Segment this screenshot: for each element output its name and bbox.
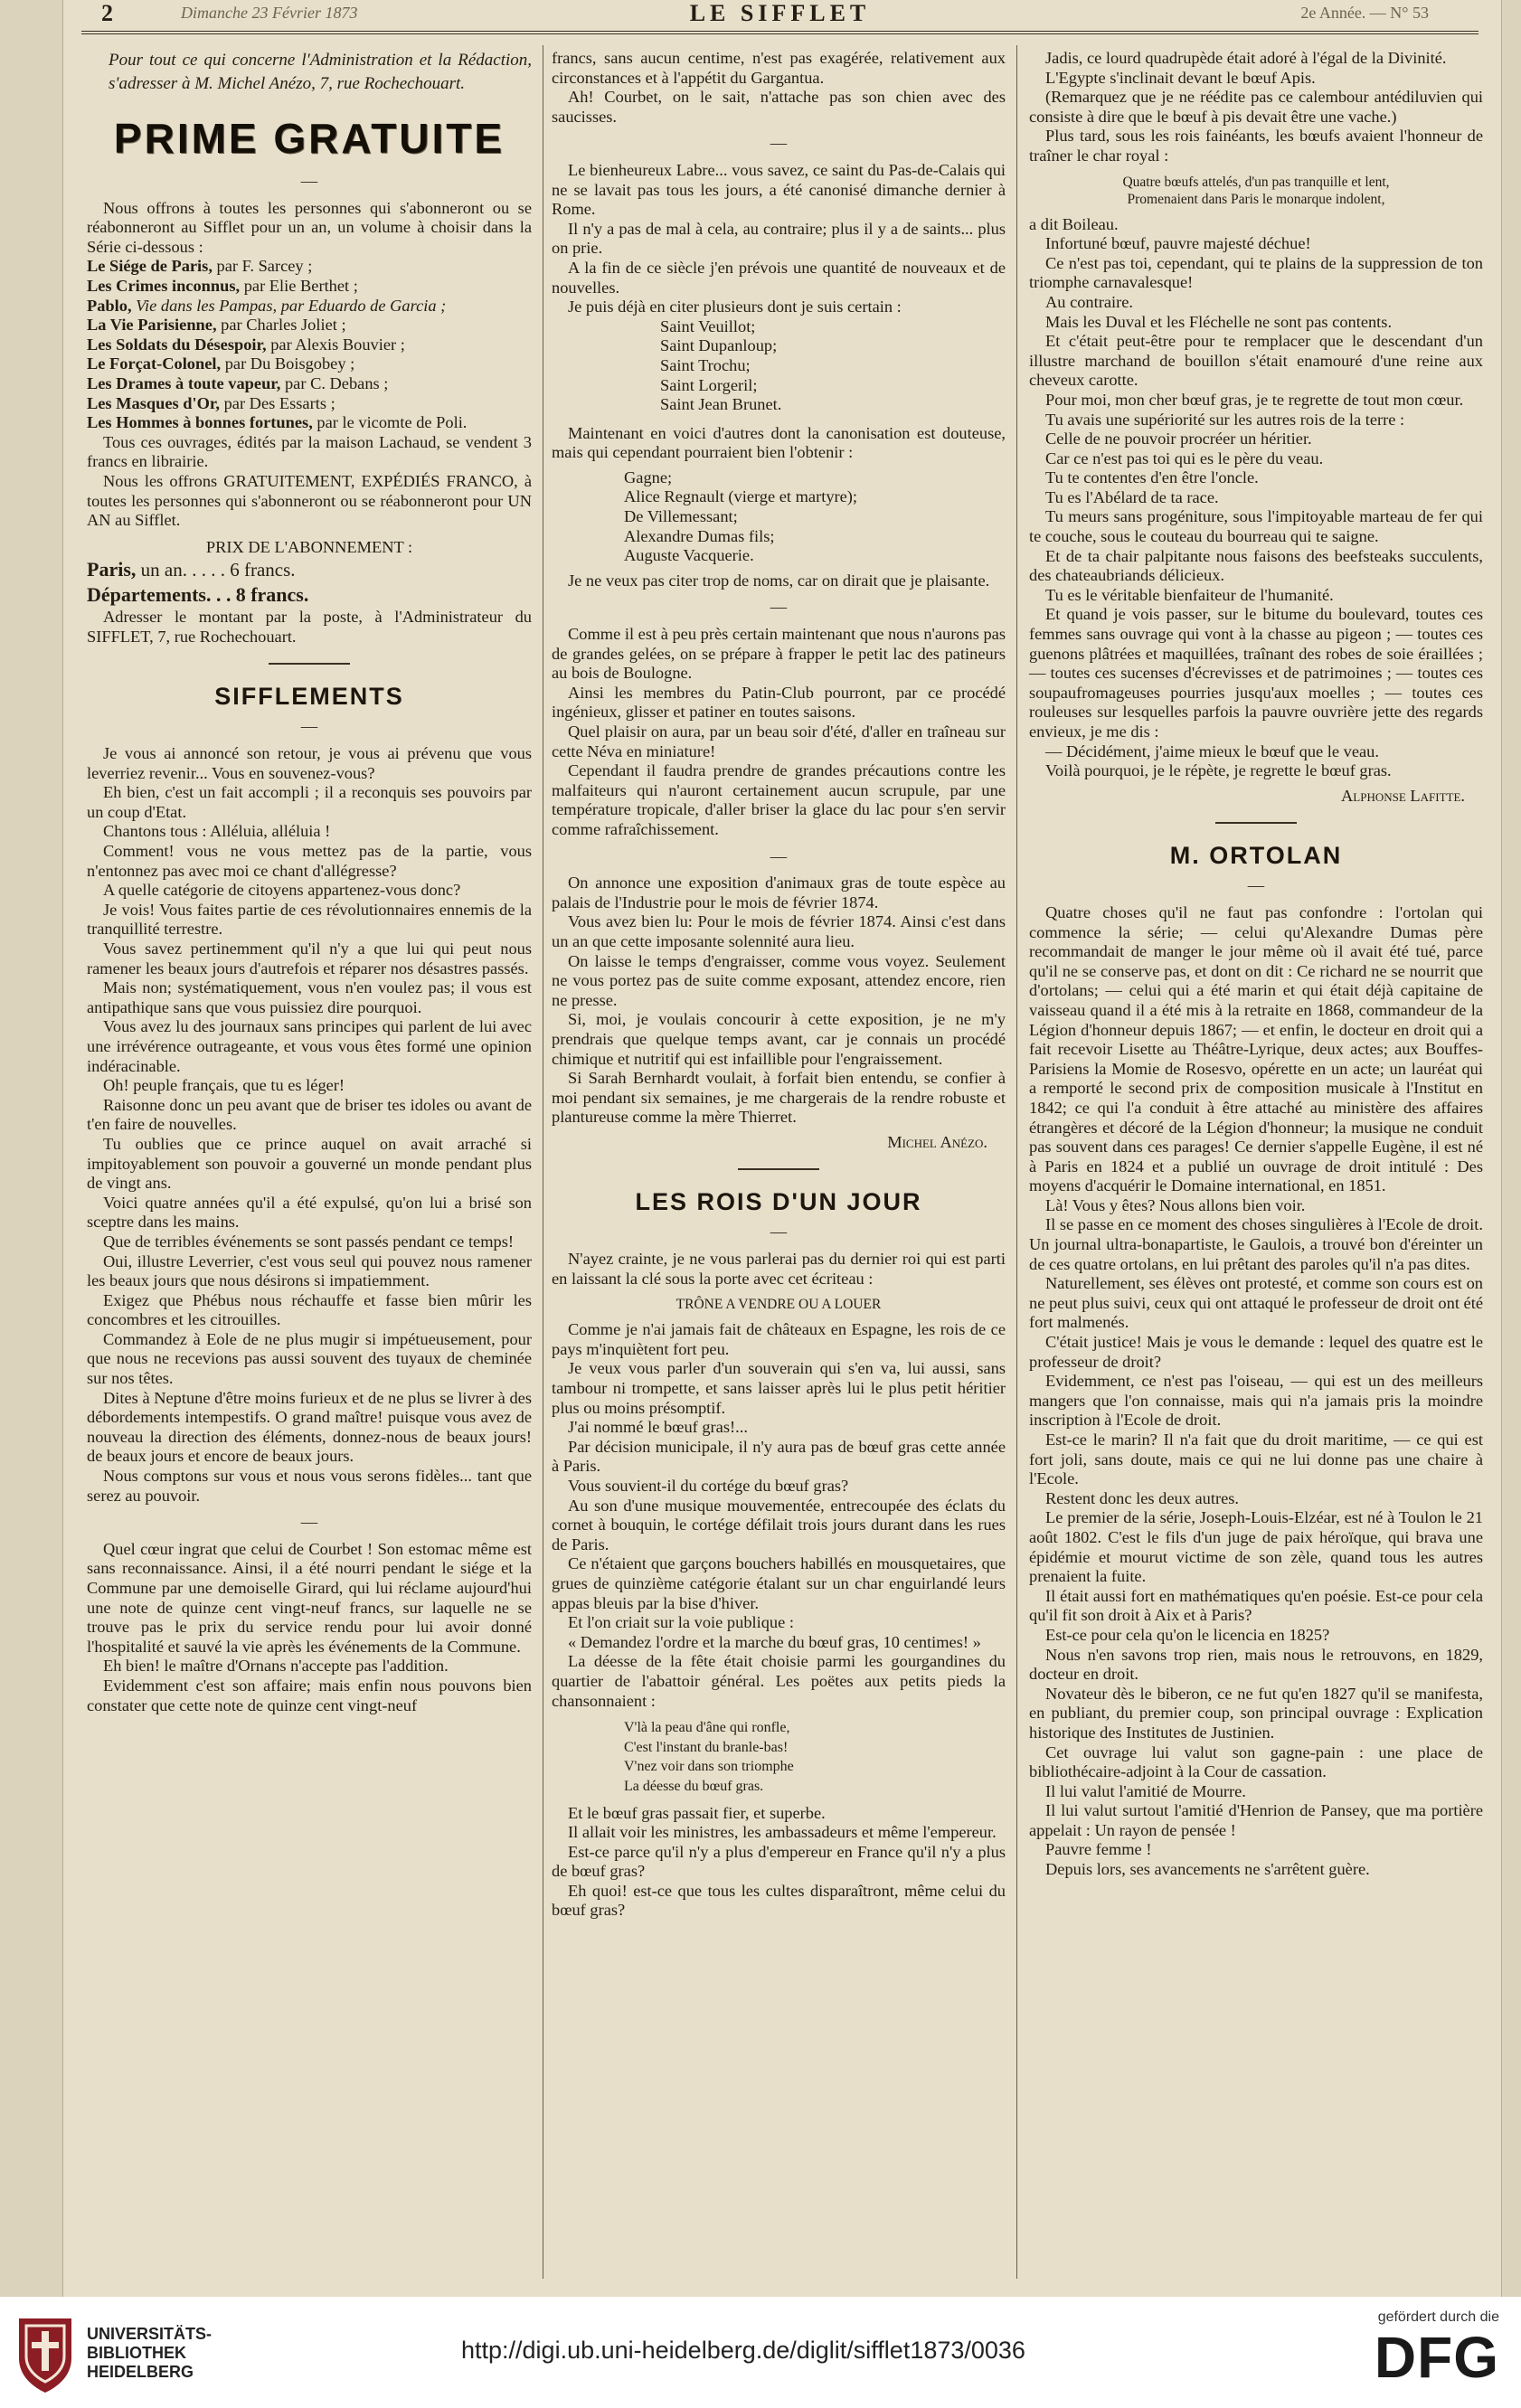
paragraph: Le bienheureux Labre... vous savez, ce saint du Pas-de-Calais qui ne se lavait pas tous les jours, a été canonisé dimanche dernier à Rome. [552, 160, 1006, 219]
book-item: Les Masques d'Or, par Des Essarts ; [87, 393, 335, 412]
list-item: Alice Regnault (vierge et martyre); [624, 487, 858, 506]
dash: — [770, 846, 788, 865]
paragraph: Il n'y a pas de mal à cela, au contraire; plus il y a de saints... plus on prie. [552, 219, 1006, 258]
book-item: Les Drames à toute vapeur, par C. Debans ; [87, 373, 389, 392]
column-left [87, 49, 532, 1715]
paragraph: Je vous ai annoncé son retour, je vous ai prévenu que vous leverriez revenir... Vous en souvenez-vous? [87, 744, 532, 782]
paragraph: Il lui valut surtout l'amitié d'Henrion de Pansey, que ma portière appelait : Un rayon de pensée ! [1029, 1801, 1483, 1839]
paragraph: Je vois! Vous faites partie de ces révolutionnaires ennemis de la tranquillité terrestre. [87, 900, 532, 939]
paragraph: A quelle catégorie de citoyens appartenez-vous donc? [103, 881, 461, 900]
paragraph: A la fin de ce siècle j'en prévois une quantité de nouveaux et de nouvelles. [552, 258, 1006, 297]
dash: — [770, 598, 788, 617]
boileau-quote [1029, 174, 1483, 208]
book-item: Le Forçat-Colonel, par Du Boisgobey ; [87, 354, 355, 373]
paragraph: Vous avez lu des journaux sans principes qui parlent de lui avec une irrévérence outrageante, et vous vous êtes formé une opinion indéracinable. [87, 1017, 532, 1075]
paragraph: Quel plaisir on aura, par un beau soir d'été, d'aller en traîneau sur cette Néva en miniature! [552, 722, 1006, 760]
paragraph: Commandez à Eole de ne plus mugir si impétueusement, pour que nous ne recevions pas aussi souvent des tuyaux de cheminée sur nos têtes. [87, 1329, 532, 1388]
paragraph: Nous comptons sur vous et nous vous serons fidèles... tant que serez au pouvoir. [87, 1467, 532, 1505]
university-name: UNIVERSITÄTS- BIBLIOTHEK HEIDELBERG [87, 2325, 213, 2381]
chanson [552, 1718, 1006, 1796]
paragraph: Novateur dès le biberon, ce ne fut qu'en 1827 qu'il se manifesta, en publiant, du premier coup, son principal ouvrage : Explication historique des Institutes de Justinien. [1029, 1684, 1483, 1742]
paragraph: Quel cœur ingrat que celui de Courbet ! Son estomac même est sans reconnaissance. Ainsi, il a été nourri pendant le siége et la Commune par une demoiselle Girard, qui lui réclame aujourd'hui une note de quinze cent vingt-neuf francs, sur laquelle ne se trouve pas le prix du service rendu pour lui avoir donné l'hospitalité et sauvé la vie après les événements de la Commune. [87, 1539, 532, 1656]
paragraph: a dit Boileau. [1029, 214, 1119, 233]
sifflements-article [87, 744, 532, 1506]
list-item: Saint Dupanloup; [660, 336, 778, 355]
list-item: Gagne; [624, 467, 673, 486]
dash: — [300, 717, 318, 736]
paragraph: Comment! vous ne vous mettez pas de la partie, vous n'entonnez pas avec moi ce chant d'allégresse? [87, 842, 532, 880]
verse-line: La déesse du bœuf gras. [624, 1778, 764, 1794]
list-item: Saint Jean Brunet. [660, 395, 782, 414]
book-list [87, 257, 532, 432]
paragraph: Je veux vous parler d'un souverain qui s'en va, lui aussi, sans tambour ni trompette, et sans laisser après lui le plus petit héritier plus ou moins présomptif. [552, 1359, 1006, 1417]
ortolan-heading: M. ORTOLAN [1169, 842, 1343, 870]
verse-line: V'nez voir dans son triomphe [624, 1759, 794, 1775]
list-item: Saint Lorgeril; [660, 375, 758, 394]
paragraph: Depuis lors, ses avancements ne s'arrêtent guère. [1045, 1860, 1370, 1879]
paragraph: Il lui valut l'amitié de Mourre. [1045, 1781, 1246, 1800]
separator [738, 1168, 819, 1170]
dash: — [1247, 876, 1265, 895]
paragraph: Ainsi les membres du Patin-Club pourront, par ce procédé ingénieux, glisser et patiner en toutes saisons. [552, 683, 1006, 722]
price-paris: Paris, un an. . . . . 6 francs. [87, 558, 296, 581]
paragraph: Ce n'étaient que garçons bouchers habillés en mousquetaires, que grues de quinzième catégorie étalant sur un char enguirlandé leurs appas bleuis par la bise d'hiver. [552, 1554, 1006, 1612]
paragraph: Eh bien! le maître d'Ornans n'accepte pas l'addition. [103, 1657, 449, 1676]
admin-notice: Pour tout ce qui concerne l'Administration et la Rédaction, s'adresser à M. Michel Anézo, 7, rue Rochechouart. [109, 51, 532, 93]
paragraph: Plus tard, sous les rois fainéants, les bœufs avaient l'honneur de traîner le char royal : [1029, 127, 1483, 165]
paragraph: Ah! Courbet, on le sait, n'attache pas son chien avec des saucisses. [552, 88, 1006, 126]
paragraph: Cet ouvrage lui valut son gagne-pain : une place de bibliothécaire-adjoint à la Cour de cassation. [1029, 1742, 1483, 1781]
sifflements-heading: SIFFLEMENTS [214, 683, 404, 711]
paragraph: Quatre choses qu'il ne faut pas confondre : l'ortolan qui commence la série; — celui qu'Alexandre Dumas père recommandait de manger le jour même où il avait été tué, parce qu'il ne se conserve pas, et dont on dit : Ce richard ne se nourrit que d'ortolans; — celui qui a été marin et qui était déjà capitaine de vaisseau quand il a été mis à la retraite en 1868, commandeur de la Légion d'honneur depuis 1867; — et enfin, le docteur en droit qui a fait recevoir Lisette au Théâtre-Lyrique, deux actes; aux Bouffes-Parisiens la Momie de Rosesvo, opérette en un acte; un lauréat qui a remporté le second prix de composition musicale à l'Institut en 1842; ce qui l'a conduit à être attaché au ministère des affaires étrangères et décoré de la Légion d'honneur; la musique ne conduit pas souvent dans ces parages! Ce dernier s'appelle Eugène, il est né à Paris en 1824 et a publié un ouvrage de droit intitulé : Des moyens d'acquérir le Domaine international, en 1851. [1029, 902, 1483, 1195]
paragraph: Est-ce pour cela qu'on le licencia en 1825? [1045, 1625, 1330, 1644]
paragraph: Il allait voir les ministres, les ambassadeurs et même l'empereur. [568, 1823, 997, 1842]
paragraph: Oh! peuple français, que tu es léger! [103, 1076, 345, 1095]
paragraph: (Remarquez que je ne réédite pas ce calembour antédiluvien qui consiste à dire que le bœuf à pis devait être une vache.) [1029, 88, 1483, 126]
paragraph: Pour moi, mon cher bœuf gras, je te regrette de tout mon cœur. [1045, 390, 1464, 409]
rois-heading: LES ROIS D'UN JOUR [635, 1188, 922, 1216]
paragraph: Tu es le véritable bienfaiteur de l'humanité. [1045, 585, 1334, 604]
courbet-article [87, 1540, 532, 1715]
paragraph: Eh quoi! est-ce que tous les cultes disparaîtront, même celui du bœuf gras? [552, 1881, 1006, 1920]
column-rule [1016, 45, 1017, 2279]
verse-line: Promenaient dans Paris le monarque indolent, [1127, 191, 1385, 207]
paragraph: Maintenant en voici d'autres dont la canonisation est douteuse, mais qui cependant pourraient bien l'obtenir : [552, 423, 1006, 462]
dash: — [300, 172, 318, 190]
dfg-logo: DFG [1374, 2325, 1499, 2390]
column-middle [552, 49, 1006, 1921]
list-item: Auguste Vacquerie. [624, 546, 754, 565]
funding-note [1337, 2309, 1499, 2389]
paragraph: Et le bœuf gras passait fier, et superbe. [568, 1803, 826, 1822]
paragraph: francs, sans aucun centime, n'est pas exagérée, relativement aux circonstances et à l'appétit du Gargantua. [552, 49, 1006, 87]
paragraph: Cependant il faudra prendre de grandes précautions contre les malfaiteurs qui n'auront certainement aucun scrupule, par une température tropicale, d'aller briser la glace du lac pour s'en servir comme rafraîchissement. [552, 761, 1006, 838]
paragraph: N'ayez crainte, je ne vous parlerai pas du dernier roi qui est parti en laissant la clé sous la porte avec cet écriteau : [552, 1250, 1006, 1288]
paragraph: On laisse le temps d'engraisser, comme vous voyez. Seulement ne vous portez pas de suite comme exposant, attendez encore, rien ne presse. [552, 951, 1006, 1009]
paragraph: Vous avez bien lu: Pour le mois de février 1874. Ainsi c'est dans un an que cette imposante solennité aura lieu. [552, 912, 1006, 950]
paragraph: Est-ce le marin? Il n'a fait que du droit maritime, — ce qui est fort joli, sans doute, mais ce qui ne lui donne pas une chaire à l'Ecole. [1029, 1431, 1483, 1488]
paragraph: Ce n'est pas toi, cependant, qui te plains de la suppression de ton triomphe carnavalesque! [1029, 253, 1483, 292]
prime-gratuite-heading: PRIME GRATUITE [113, 115, 505, 162]
saints-list [552, 317, 1006, 415]
paragraph: Eh bien, c'est un fait accompli ; il a reconquis ses pouvoirs par un coup d'Etat. [87, 783, 532, 821]
verse-line: V'là la peau d'âne qui ronfle, [624, 1720, 790, 1736]
price-departements: Départements. . . 8 francs. [87, 583, 309, 607]
paragraph: Par décision municipale, il n'y aura pas de bœuf gras cette année à Paris. [552, 1437, 1006, 1476]
newspaper-page [63, 0, 1501, 2297]
header-issue: 2e Année. — N° 53 [1300, 4, 1429, 22]
paragraph: Voici quatre années qu'il a été expulsé, qu'on lui a brisé son sceptre dans les mains. [87, 1193, 532, 1232]
list-item: Alexandre Dumas fils; [624, 526, 775, 545]
list-item: Saint Trochu; [660, 355, 751, 374]
paragraph: Il se passe en ce moment des choses singulières à l'Ecole de droit. Un journal ultra-bonapartiste, le Gaulois, a trouvé bon d'éreinter un de ces quatre ortolans, en lui prêtant des paroles qu'il n'a pas dites. [1029, 1215, 1483, 1273]
paragraph: J'ai nommé le bœuf gras!... [568, 1418, 748, 1437]
paragraph: Car ce n'est pas toi qui es le père du veau. [1045, 449, 1324, 467]
books-send: Nous les offrons GRATUITEMENT, EXPÉDIÉS FRANCO, à toutes les personnes qui s'abonneront ou se réabonneront pour UN AN au Sifflet. [87, 471, 532, 530]
list-item: De Villemessant; [624, 507, 738, 526]
paragraph: Tu es l'Abélard de ta race. [1045, 487, 1219, 506]
paragraph: Raisonne donc un peu avant que de briser tes idoles ou avant de t'en faire de nouvelles. [87, 1095, 532, 1134]
funded-by-text: gefördert durch die [1377, 2309, 1499, 2325]
subscription-heading: PRIX DE L'ABONNEMENT : [205, 537, 413, 556]
signature: Alphonse Lafitte. [1341, 786, 1465, 805]
prime-intro: Nous offrons à toutes les personnes qui s'abonneront ou se réabonneront au Sifflet pour un an, un volume à choisir dans la Série ci-dessous : [87, 198, 532, 256]
paragraph: Et c'était peut-être pour te remplacer que le descendant d'un illustre marchand de bouillon s'était enamouré d'une reine aux cheveux carotte. [1029, 332, 1483, 390]
column-right [1029, 49, 1483, 1880]
book-item: Le Siége de Paris, par F. Sarcey ; [87, 257, 313, 276]
paragraph: Vous savez pertinemment qu'il n'y a que lui qui peut nous ramener les beaux jours d'autrefois et réparer nos désastres passés. [87, 940, 532, 977]
paragraph: Et l'on criait sur la voie publique : [568, 1613, 794, 1632]
book-item: Pablo, Vie dans les Pampas, par Eduardo de Garcia ; [87, 296, 447, 315]
page-number: 2 [101, 0, 113, 26]
paragraph: Tu meurs sans progéniture, sous l'impitoyable marteau de fer qui te couche, sous le couteau du bourreau qui te saigne. [1029, 507, 1483, 546]
paragraph: On annonce une exposition d'animaux gras de toute espèce au palais de l'Industrie pour le mois de février 1874. [552, 873, 1006, 911]
paragraph: Et de ta chair palpitante nous faisons des beefsteaks succulents, des chateaubriands délicieux. [1029, 546, 1483, 585]
book-item: La Vie Parisienne, par Charles Joliet ; [87, 316, 346, 335]
paragraph: Est-ce parce qu'il n'y a plus d'empereur en France qu'il n'y a plus de bœuf gras? [552, 1842, 1006, 1881]
header-date: Dimanche 23 Février 1873 [181, 4, 358, 22]
paragraph: Vous souvient-il du cortége du bœuf gras? [568, 1477, 849, 1495]
paragraph: Dites à Neptune d'être moins furieux et de ne plus se livrer à des débordements intempestifs. O grand maître! puisque vous avez de nouveau la direction des éléments, donnez-nous de beaux jours! de beaux jours et encore de beaux jours. [87, 1388, 532, 1466]
dash: — [770, 134, 788, 153]
paragraph: Là! Vous y êtes? Nous allons bien voir. [1045, 1195, 1306, 1214]
paragraph: Tu te contentes d'en être l'oncle. [1045, 468, 1259, 487]
paragraph: Naturellement, ses élèves ont protesté, et comme son cours est on ne peut plus suivi, ceux qui ont attaqué le professeur de droit ont été fort malmenés. [1029, 1274, 1483, 1332]
paragraph: Oui, illustre Leverrier, c'est vous seul qui pouvez nous ramener les beaux jours que nous désirons si impatiemment. [87, 1251, 532, 1290]
paragraph: Je puis déjà en citer plusieurs dont je suis certain : [568, 297, 902, 316]
newspaper-title: LE SIFFLET [689, 0, 871, 26]
paragraph: Mais les Duval et les Fléchelle ne sont pas contents. [1045, 312, 1393, 331]
paragraph: Que de terribles événements se sont passés pendant ce temps! [103, 1232, 515, 1251]
paragraph: Evidemment c'est son affaire; mais enfin nous pouvons bien constater que cette note de quinze cent vingt-neuf [87, 1676, 532, 1714]
paragraph: Voilà pourquoi, je le répète, je regrette le bœuf gras. [1045, 761, 1392, 780]
paragraph: Et quand je vois passer, sur le bitume du boulevard, toutes ces femmes sans ouvrage qui vont à la chasse au pigeon ; — toutes ces guenons plâtrées et maquillées, traînant des robes de soie éraillées ; — toutes ces sucenses d'écrevisses et de patrimoines ; — toutes ces soupaufromageuses pourries jusqu'aux moelles ; — toutes ces rouleuses sur lesquelles parfois la pauvre ouvrière jette des regards envieux, je me dis : [1029, 605, 1483, 741]
university-seal-icon [14, 2311, 77, 2394]
doubtful-list [552, 468, 1006, 566]
paragraph: Tu avais une supériorité sur les autres rois de la terre : [1045, 410, 1405, 429]
paragraph: — Décidément, j'aime mieux le bœuf que le veau. [1045, 741, 1379, 760]
paragraph: « Demandez l'ordre et la marche du bœuf gras, 10 centimes! » [568, 1632, 981, 1651]
paragraph: La déesse de la fête était choisie parmi les gourgandines du quartier de l'abattoir général. Les poëtes aux petits pieds la chansonnaient : [552, 1652, 1006, 1710]
paragraph: Comme je n'ai jamais fait de châteaux en Espagne, les rois de ce pays m'inquiètent fort peu. [552, 1320, 1006, 1358]
paragraph: Il était aussi fort en mathématiques qu'en poésie. Est-ce pour cela qu'il fit son droit à Aix et à Paris? [1029, 1586, 1483, 1625]
source-url[interactable]: http://digi.ub.uni-heidelberg.de/diglit/sifflet1873/0036 [461, 2337, 1025, 2364]
verse-line: Quatre bœufs attelés, d'un pas tranquille et lent, [1122, 174, 1390, 190]
paragraph: C'était justice! Mais je vous le demande : lequel des quatre est le professeur de droit? [1029, 1333, 1483, 1371]
verse-line: C'est l'instant du branle-bas! [624, 1739, 789, 1755]
paragraph: Exigez que Phébus nous réchauffe et fasse bien mûrir les concombres et les citrouilles. [87, 1290, 532, 1329]
header-rule [81, 31, 1478, 34]
book-item: Les Soldats du Désespoir, par Alexis Bouvier ; [87, 335, 405, 354]
paragraph: Nous n'en savons trop rien, mais nous le retrouvons, en 1829, docteur en droit. [1029, 1645, 1483, 1684]
dash: — [300, 1513, 318, 1532]
paragraph: Si, moi, je voulais concourir à cette exposition, je ne m'y prendrais que quelque temps avant, car je connais un procédé chimique et nutritif qui est infaillible pour l'engraissement. [552, 1010, 1006, 1068]
paragraph: Pauvre femme ! [1045, 1840, 1152, 1859]
paragraph: Au son d'une musique mouvementée, entrecoupée des éclats du cornet à bouquin, le cortége défilait trois jours durant dans les rues de Paris. [552, 1496, 1006, 1553]
paragraph: Restent donc les deux autres. [1045, 1488, 1239, 1507]
book-item: Les Hommes à bonnes fortunes, par le vicomte de Poli. [87, 413, 468, 432]
paragraph: Infortuné bœuf, pauvre majesté déchue! [1045, 234, 1311, 253]
paragraph: Evidemment, ce n'est pas l'oiseau, — qui est un des meilleurs mangers que l'on connaisse, mais qui n'a jamais pris la moindre inscription à l'Ecole de droit. [1029, 1372, 1483, 1430]
paragraph: Tu oublies que ce prince auquel on avait arraché si impitoyablement son pouvoir a gouverné un monde pendant plus de vingt ans. [87, 1134, 532, 1193]
paragraph: Comme il est à peu près certain maintenant que nous n'aurons pas de grandes gelées, on se prépare à frapper le petit lac des patineurs au bois de Boulogne. [552, 625, 1006, 683]
paragraph: L'Egypte s'inclinait devant le bœuf Apis. [1045, 68, 1316, 87]
paragraph: Mais non; systématiquement, vous n'en voulez pas; il vous est antipathique sans que vous puissiez dire pourquoi. [87, 978, 532, 1016]
address-note: Adresser le montant par la poste, à l'Administrateur du SIFFLET, 7, rue Rochechouart. [87, 608, 532, 646]
trone-sign: TRÔNE A VENDRE OU A LOUER [675, 1297, 882, 1313]
paragraph: Je ne veux pas citer trop de noms, car on dirait que je plaisante. [568, 571, 990, 590]
book-item: Les Crimes inconnus, par Elie Berthet ; [87, 276, 358, 295]
separator [1215, 822, 1297, 824]
separator [269, 663, 350, 665]
paragraph: Le premier de la série, Joseph-Louis-Elzéar, est né à Toulon le 21 août 1802. C'est le fils d'un juge de paix héroïque, qui brava une épidémie et mourut victime de son zèle, quand tous les autres prenaient la fuite. [1029, 1508, 1483, 1586]
list-item: Saint Veuillot; [660, 316, 756, 335]
dash: — [770, 1223, 788, 1242]
books-price: Tous ces ouvrages, édités par la maison Lachaud, se vendent 3 francs en librairie. [87, 432, 532, 471]
paragraph: Chantons tous : Alléluia, alléluia ! [103, 822, 331, 841]
digitization-footer [0, 2297, 1521, 2408]
paragraph: Jadis, ce lourd quadrupède était adoré à l'égal de la Divinité. [1045, 49, 1447, 67]
paragraph: Si Sarah Bernhardt voulait, à forfait bien entendu, se confier à moi pendant six semaines, je me chargerais de la rendre robuste et plantureuse comme la mère Thierret. [552, 1069, 1006, 1127]
paragraph: Au contraire. [1045, 292, 1134, 311]
paragraph: Celle de ne pouvoir procréer un héritier. [1045, 430, 1312, 449]
signature: Michel Anézo. [887, 1132, 987, 1151]
